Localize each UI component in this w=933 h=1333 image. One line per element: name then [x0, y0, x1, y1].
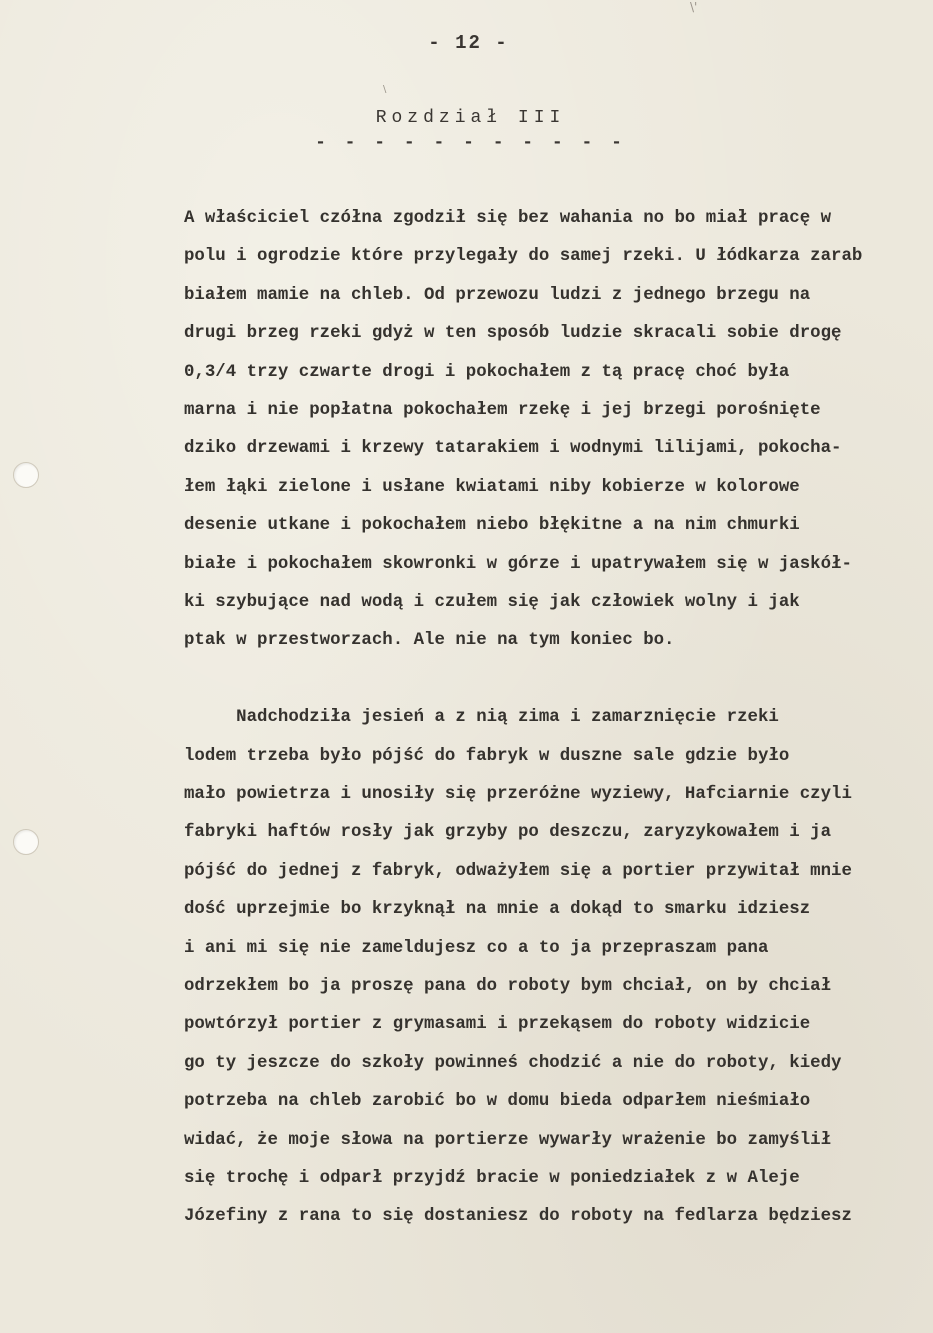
- text-line: pójść do jednej z fabryk, odważyłem się a portier przywitał mnie: [184, 861, 852, 881]
- text-line: Józefiny z rana to się dostaniesz do roboty na fedlarza będziesz: [184, 1207, 852, 1227]
- text-line: ki szybujące nad wodą i czułem się jak człowiek wolny i jak: [184, 593, 800, 612]
- pencil-mark: \': [690, 0, 698, 14]
- text-line: widać, że moje słowa na portierze wywarły wrażenie bo zamyślił: [184, 1130, 832, 1150]
- text-line: drugi brzeg rzeki gdyż w ten sposób ludzie skracali sobie drogę: [184, 324, 842, 344]
- text-line: się trochę i odparł przyjdź bracie w poniedziałek z w Aleje: [184, 1169, 800, 1188]
- chapter-underline: - - - - - - - - - - -: [315, 133, 626, 153]
- text-line: A właściciel czółna zgodził się bez wahania no bo miał pracę w: [184, 209, 832, 228]
- text-line: dość uprzejmie bo krzyknął na mnie a dokąd to smarku idziesz: [184, 900, 811, 920]
- text-line: 0,3/4 trzy czwarte drogi i pokochałem z tą pracę choć była: [184, 362, 790, 382]
- text-line: go ty jeszcze do szkoły powinneś chodzić a nie do roboty, kiedy: [184, 1053, 842, 1073]
- page-number: - 12 -: [428, 32, 509, 54]
- text-line: polu i ogrodzie które przylegały do samej rzeki. U łódkarza zarab: [184, 247, 863, 267]
- text-line: desenie utkane i pokochałem niebo błękitne a na nim chmurki: [184, 516, 800, 536]
- chapter-title: Rozdział III: [375, 108, 566, 128]
- text-line: lodem trzeba było pójść do fabryk w duszne sale gdzie było: [184, 746, 790, 766]
- punch-hole: [13, 829, 39, 855]
- text-line: fabryki haftów rosły jak grzyby po deszczu, zaryzykowałem i ja: [184, 823, 832, 843]
- punch-hole: [13, 462, 39, 488]
- text-line: i ani mi się nie zameldujesz co a to ja przepraszam pana: [184, 938, 769, 958]
- pencil-mark: \: [383, 84, 387, 95]
- text-line: Nadchodziła jesień a z nią zima i zamarznięcie rzeki: [184, 708, 779, 728]
- text-line: dziko drzewami i krzewy tatarakiem i wodnymi lilijami, pokocha-: [184, 439, 842, 459]
- text-line: łem łąki zielone i usłane kwiatami niby kobierze w kolorowe: [184, 477, 800, 497]
- text-line: odrzekłem bo ja proszę pana do roboty bym chciał, on by chciał: [184, 977, 832, 996]
- text-line: marna i nie popłatna pokochałem rzekę i jej brzegi porośnięte: [184, 401, 821, 420]
- text-line: ptak w przestworzach. Ale nie na tym koniec bo.: [184, 631, 675, 651]
- text-line: potrzeba na chleb zarobić bo w domu bieda odparłem nieśmiało: [184, 1092, 811, 1112]
- text-line: białe i pokochałem skowronki w górze i upatrywałem się w jaskół-: [184, 554, 852, 574]
- text-line: powtórzył portier z grymasami i przekąsem do roboty widzicie: [184, 1015, 811, 1035]
- text-line: mało powietrza i unosiły się przeróżne wyziewy, Hafciarnie czyli: [184, 785, 852, 804]
- text-line: białem mamie na chleb. Od przewozu ludzi z jednego brzegu na: [184, 285, 811, 305]
